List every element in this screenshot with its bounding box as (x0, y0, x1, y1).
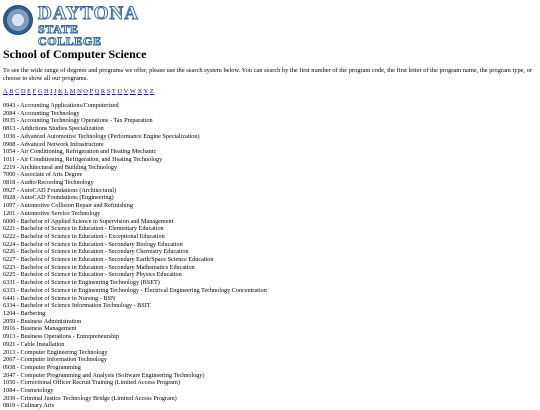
intro-text: To see the wide range of degrees and programs we offer, please use the search system below. You can search by the first number of the program code, the first letter of the program name, the program type, or choose to show all our programs. (3, 67, 533, 83)
program-item: 6226 - Bachelor of Science in Education - Secondary Chemistry Education (3, 248, 189, 256)
letter-link-t[interactable]: T (111, 88, 116, 95)
program-item: 0913 - Business Operations - Entrepreneurship (3, 333, 119, 341)
alphabet-filter (3, 88, 155, 96)
program-item: 0818 - Audio/Recording Technology (3, 179, 94, 187)
program-item: 2047 - Computer Programming and Analysis (Software Engineering Technology) (3, 371, 205, 379)
letter-link-g[interactable]: G (37, 88, 43, 95)
letter-link-n[interactable]: N (77, 88, 82, 95)
letter-link-c[interactable]: C (15, 88, 20, 95)
letter-link-j[interactable]: J (53, 88, 57, 95)
program-item: 7000 - Associate of Arts Degree (3, 171, 83, 179)
program-item: 0935 - Accounting Technology Operations - Tax Preparation (3, 117, 153, 125)
program-item: 6333 - Bachelor of Science in Engineering Technology - Electrical Engineering Technology Concentration (3, 286, 267, 294)
program-item: 6441 - Bachelor of Science in Nursing - BSN (3, 294, 116, 302)
program-item: 0938 - Computer Programming (3, 363, 81, 371)
letter-link-f[interactable]: F (32, 88, 37, 95)
letter-link-y[interactable]: Y (143, 88, 149, 95)
program-item: 6225 - Bachelor of Science in Education - Secondary Physics Education (3, 271, 182, 279)
letter-link-a[interactable]: A (3, 88, 8, 95)
letter-link-e[interactable]: E (27, 88, 32, 95)
letter-link-q[interactable]: Q (94, 88, 100, 95)
program-item: 0916 - Business Management (3, 325, 77, 333)
letter-link-m[interactable]: M (69, 88, 76, 95)
program-item: 0921 - Cable Installation (3, 340, 65, 348)
letter-link-b[interactable]: B (9, 88, 14, 95)
program-item: 1084 - Cosmetology (3, 387, 54, 395)
program-item: 6227 - Bachelor of Science in Education - Secondary Earth/Space Science Education (3, 256, 214, 264)
program-item: 1036 - Advanced Automotive Technology (Performance Engine Specialization) (3, 132, 200, 140)
program-item: 6222 - Bachelor of Science in Education - Exceptional Education (3, 232, 165, 240)
program-item: 0943 - Accounting Applications/Computerized (3, 102, 119, 109)
program-item: 1011 - Air Conditioning, Refrigeration, and Heating Technology (3, 155, 163, 163)
letter-link-u[interactable]: U (117, 88, 123, 95)
letter-link-r[interactable]: R (100, 88, 106, 95)
letter-link-d[interactable]: D (20, 88, 26, 95)
program-item: 6224 - Bachelor of Science in Education - Secondary Biology Education (3, 240, 183, 248)
program-item: 0908 - Advanced Network Infrastructure (3, 140, 104, 148)
program-item: 1204 - Barbering (3, 309, 46, 317)
program-item: 1050 - Correctional Officer Recruit Training (Limited Access Program) (3, 379, 180, 387)
letter-link-k[interactable]: K (58, 88, 63, 95)
site-header (3, 3, 143, 48)
program-item: 6223 - Bachelor of Science in Education - Secondary Mathematics Education (3, 263, 195, 271)
letter-link-s[interactable]: S (106, 88, 111, 95)
college-seal-icon[interactable] (3, 5, 33, 35)
program-list (3, 102, 267, 410)
program-item: 6221 - Bachelor of Science in Education - Elementary Education (3, 225, 164, 233)
program-item: 0927 - AutoCAD Foundations (Architectural) (3, 186, 117, 194)
program-item: 2039 - Criminal Justice Technology Bridge (Limited Access Program) (3, 394, 177, 402)
program-item: 1097 - Automotive Collision Repair and Refinishing (3, 202, 133, 210)
program-item: 2219 - Architectural and Building Technology (3, 163, 118, 171)
program-item: 1054 - Air Conditioning, Refrigeration and Heating Mechanic (3, 148, 157, 156)
college-logo[interactable] (38, 3, 143, 48)
program-item: 0928 - AutoCAD Foundations (Engineering) (3, 194, 114, 202)
page-title: School of Computer Science (3, 47, 147, 61)
letter-link-i[interactable]: I (50, 88, 53, 95)
program-item: 1201 - Automotive Service Technology (3, 209, 101, 217)
program-item: 6331 - Bachelor of Science in Engineering Technology (BSET) (3, 279, 160, 287)
letter-link-l[interactable]: L (64, 88, 69, 95)
program-item: 6000 - Bachelor of Applied Science in Supervision and Management (3, 217, 174, 225)
program-item: 2013 - Computer Engineering Technology (3, 348, 108, 356)
program-item: 6334 - Bachelor of Science Information Technology - BSIT (3, 302, 151, 310)
letter-link-w[interactable]: W (129, 88, 136, 95)
letter-link-v[interactable]: V (123, 88, 129, 95)
program-item: 0813 - Addictions Studies Specialization (3, 125, 104, 133)
letter-link-z[interactable]: Z (149, 88, 154, 95)
program-item: 0819 - Culinary Arts (3, 402, 55, 410)
letter-link-x[interactable]: X (137, 88, 143, 95)
program-item: 2067 - Computer Information Technology (3, 356, 107, 364)
program-item: 2084 - Accounting Technology (3, 109, 80, 117)
letter-link-o[interactable]: O (83, 88, 88, 95)
logo-line2: STATE COLLEGE (38, 22, 102, 48)
letter-link-h[interactable]: H (44, 88, 49, 95)
letter-link-p[interactable]: P (89, 88, 94, 95)
program-item: 2059 - Business Administration (3, 317, 82, 325)
logo-line1: DAYTONA (38, 3, 139, 24)
